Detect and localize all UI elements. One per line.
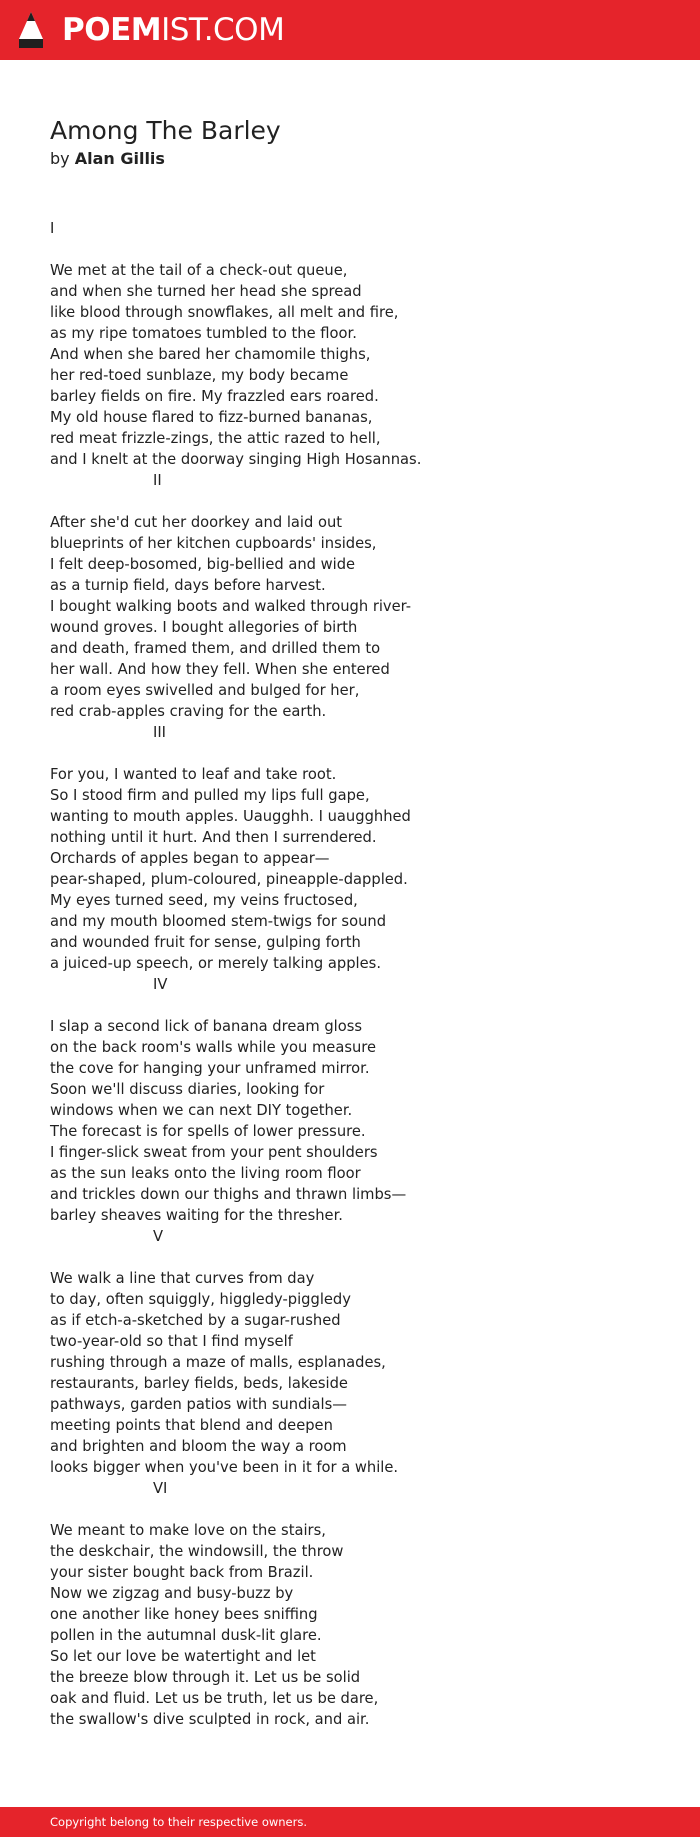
poem-line: a room eyes swivelled and bulged for her, [50, 682, 360, 699]
poem-line: windows when we can next DIY together. [50, 1102, 353, 1119]
poem-line: I bought walking boots and walked through river- [50, 598, 412, 615]
poem-line: on the back room's walls while you measure [50, 1039, 377, 1056]
author-name: Alan Gillis [74, 149, 165, 168]
poem-body [50, 218, 670, 1730]
byline [50, 148, 165, 170]
poem-line: blueprints of her kitchen cupboards' insides, [50, 535, 377, 552]
stanza-numeral: IV [153, 976, 168, 993]
logo-text [62, 10, 284, 50]
poem-line: and trickles down our thighs and thrawn limbs— [50, 1186, 407, 1203]
poem-line: And when she bared her chamomile thighs, [50, 346, 371, 363]
poem-line: pathways, garden patios with sundials— [50, 1396, 347, 1413]
poem-line: red crab-apples craving for the earth. [50, 703, 327, 720]
poem-line: red meat frizzle-zings, the attic razed to hell, [50, 430, 381, 447]
stanza-numeral: I [50, 220, 55, 237]
poem-line: So I stood firm and pulled my lips full gape, [50, 787, 370, 804]
poem-line: to day, often squiggly, higgledy-piggledy [50, 1291, 351, 1308]
poem-line: a juiced-up speech, or merely talking apples. [50, 955, 381, 972]
stanza [50, 1268, 670, 1478]
poem-line: Now we zigzag and busy-buzz by [50, 1585, 294, 1602]
poem-line: We meant to make love on the stairs, [50, 1522, 326, 1539]
poem-line: your sister bought back from Brazil. [50, 1564, 314, 1581]
stanza-gap [50, 995, 670, 1016]
stanza [50, 260, 670, 470]
poem-line: as if etch-a-sketched by a sugar-rushed [50, 1312, 341, 1329]
poem-line: The forecast is for spells of lower pressure. [50, 1123, 366, 1140]
poem-line: For you, I wanted to leaf and take root. [50, 766, 337, 783]
poem-line: My old house flared to fizz-burned bananas, [50, 409, 373, 426]
stanza [50, 1016, 670, 1226]
poem-line: My eyes turned seed, my veins fructosed, [50, 892, 358, 909]
poem-line: wanting to mouth apples. Uaugghh. I uaugghhed [50, 808, 411, 825]
poem-line: I slap a second lick of banana dream gloss [50, 1018, 363, 1035]
poem-line: We walk a line that curves from day [50, 1270, 315, 1287]
poem-line: rushing through a maze of malls, esplanades, [50, 1354, 386, 1371]
poem-line: After she'd cut her doorkey and laid out [50, 514, 343, 531]
site-logo[interactable] [16, 10, 284, 50]
poem-line: oak and fluid. Let us be truth, let us be dare, [50, 1690, 379, 1707]
poem-line: pear-shaped, plum-coloured, pineapple-dappled. [50, 871, 408, 888]
poem-line: like blood through snowflakes, all melt and fire, [50, 304, 399, 321]
poem-line: the deskchair, the windowsill, the throw [50, 1543, 344, 1560]
byline-prefix: by [50, 149, 70, 168]
poem-line: and death, framed them, and drilled them to [50, 640, 381, 657]
poem-title: Among The Barley [50, 116, 281, 145]
poem-line: one another like honey bees sniffing [50, 1606, 318, 1623]
poem-line: her red-toed sunblaze, my body became [50, 367, 349, 384]
poem-line: Orchards of apples began to appear— [50, 850, 330, 867]
poem-line: and I knelt at the doorway singing High Hosannas. [50, 451, 422, 468]
poem-line: the cove for hanging your unframed mirror. [50, 1060, 370, 1077]
poem-line: barley sheaves waiting for the thresher. [50, 1207, 343, 1224]
stanza-gap [50, 1247, 670, 1268]
stanza [50, 1520, 670, 1730]
poem-line: two-year-old so that I find myself [50, 1333, 293, 1350]
stanza [50, 764, 670, 974]
poem-line: as the sun leaks onto the living room floor [50, 1165, 361, 1182]
copyright-notice: Copyright belong to their respective owners. [50, 1815, 308, 1829]
poem-line: pollen in the autumnal dusk-lit glare. [50, 1627, 322, 1644]
pencil-icon [16, 10, 46, 50]
poem-line: We met at the tail of a check-out queue, [50, 262, 348, 279]
site-footer [0, 1807, 700, 1837]
site-header [0, 0, 700, 60]
poem-line: and when she turned her head she spread [50, 283, 362, 300]
poem-line: as my ripe tomatoes tumbled to the floor. [50, 325, 357, 342]
poem-line: meeting points that blend and deepen [50, 1417, 333, 1434]
stanza-numeral: V [153, 1228, 164, 1245]
stanza-gap [50, 1499, 670, 1520]
poem-line: restaurants, barley fields, beds, lakeside [50, 1375, 348, 1392]
poem-line: and brighten and bloom the way a room [50, 1438, 347, 1455]
logo-text-strong: POEM [62, 12, 162, 48]
stanza-gap [50, 743, 670, 764]
stanza-numeral: III [153, 724, 166, 741]
poem-line: Soon we'll discuss diaries, looking for [50, 1081, 325, 1098]
stanza-numeral: VI [153, 1480, 168, 1497]
poem-line: as a turnip field, days before harvest. [50, 577, 326, 594]
poem-line: her wall. And how they fell. When she entered [50, 661, 390, 678]
poem-line: wound groves. I bought allegories of birth [50, 619, 358, 636]
poem-line: the swallow's dive sculpted in rock, and air. [50, 1711, 370, 1728]
poem-line: looks bigger when you've been in it for a while. [50, 1459, 399, 1476]
stanza [50, 512, 670, 722]
poem-line: nothing until it hurt. And then I surrendered. [50, 829, 377, 846]
poem-line: barley fields on fire. My frazzled ears roared. [50, 388, 379, 405]
poem-line: and wounded fruit for sense, gulping forth [50, 934, 361, 951]
poem-line: So let our love be watertight and let [50, 1648, 316, 1665]
poem-line: the breeze blow through it. Let us be solid [50, 1669, 361, 1686]
stanza-numeral: II [153, 472, 162, 489]
poem-line: I finger-slick sweat from your pent shoulders [50, 1144, 378, 1161]
poem-line: I felt deep-bosomed, big-bellied and wide [50, 556, 356, 573]
logo-text-light: IST.COM [161, 12, 285, 48]
stanza-gap [50, 239, 670, 260]
stanza-gap [50, 491, 670, 512]
poem-line: and my mouth bloomed stem-twigs for sound [50, 913, 387, 930]
